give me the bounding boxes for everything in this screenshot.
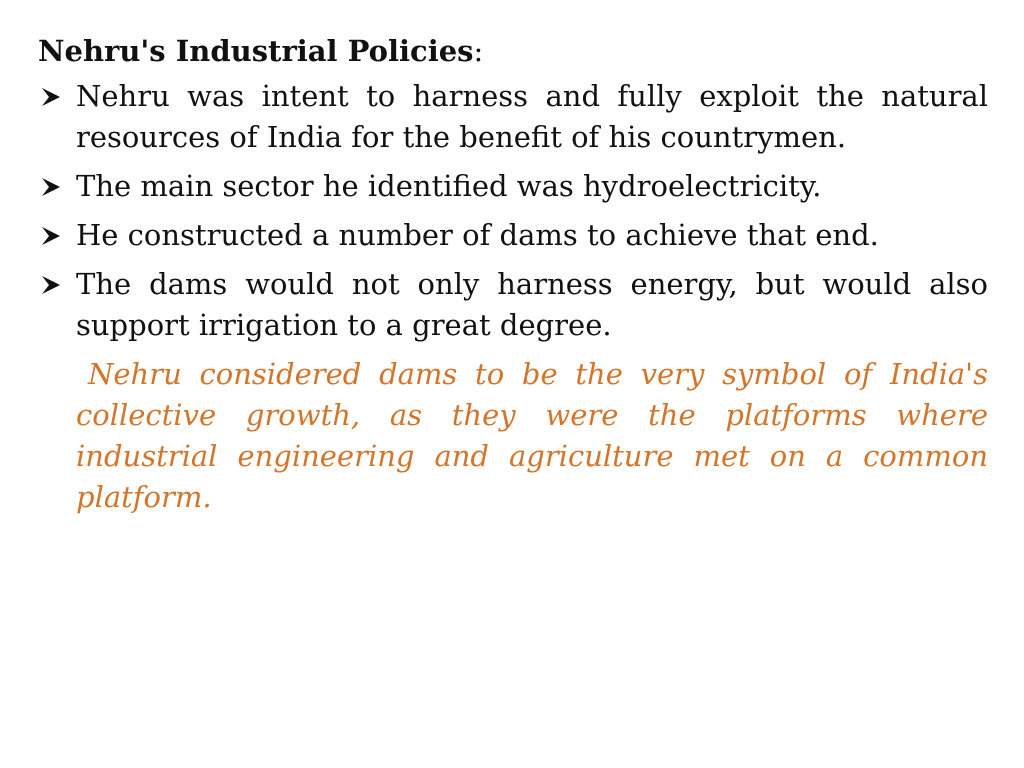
- arrow-bullet-icon: [40, 264, 66, 305]
- slide-title-text: Nehru's Industrial Policies: [38, 34, 474, 68]
- bullet-list: [38, 76, 988, 346]
- arrow-bullet-icon: [40, 215, 66, 256]
- bullet-text: Nehru was intent to harness and fully exploit the natural resources of India for the benefit of his countrymen.: [76, 79, 988, 154]
- bullet-item: [38, 76, 988, 158]
- arrow-bullet-icon: [40, 166, 66, 207]
- bullet-text: The main sector he identified was hydroelectricity.: [76, 169, 822, 203]
- bullet-item: [38, 264, 988, 346]
- bullet-item: [38, 166, 988, 207]
- bullet-text: He constructed a number of dams to achieve that end.: [76, 218, 879, 252]
- slide-title-colon: :: [473, 34, 484, 68]
- arrow-bullet-icon: [40, 76, 66, 117]
- slide-title: [38, 28, 988, 74]
- bullet-text: The dams would not only harness energy, but would also support irrigation to a great degree.: [76, 267, 988, 342]
- bullet-item: [38, 215, 988, 256]
- highlighted-quote: Nehru considered dams to be the very symbol of India's collective growth, as they were the platforms where industrial engineering and agriculture met on a common platform.: [76, 357, 988, 514]
